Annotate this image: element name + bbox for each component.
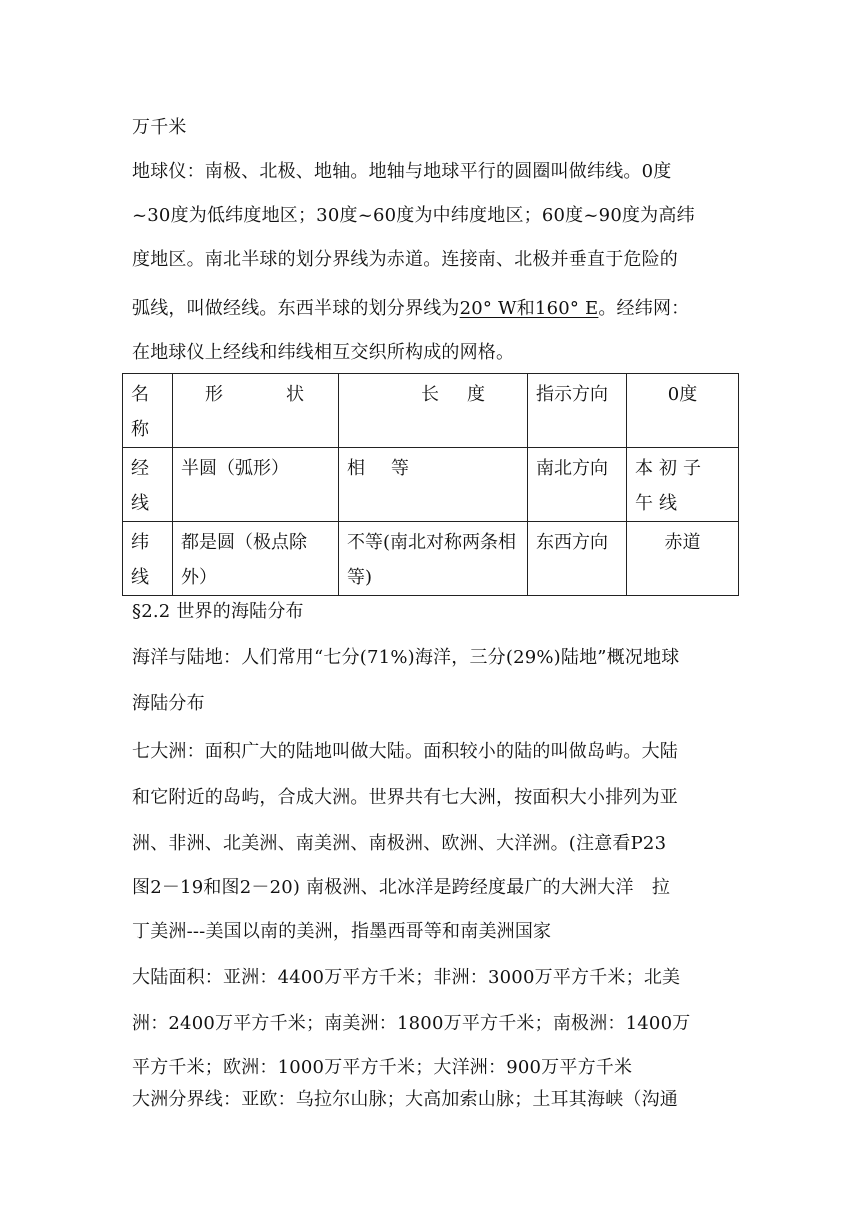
header-name: 名称 xyxy=(123,374,173,448)
text-line: 图2－19和图2－20) 南极洲、北冰洋是跨经度最广的大洲大洋 拉 xyxy=(132,877,671,898)
text-line: 大洲分界线：亚欧：乌拉尔山脉；大高加索山脉；土耳其海峡（沟通 xyxy=(132,1089,678,1110)
text-line: 丁美洲---美国以南的美洲，指墨西哥等和南美洲国家 xyxy=(132,921,552,942)
text-line: 洲：2400万平方千米；南美洲：1800万平方千米；南极洲：1400万 xyxy=(132,1013,691,1034)
row-name: 纬线 xyxy=(123,522,173,596)
row-length: 相等 xyxy=(339,448,528,522)
text-line: 地球仪：南极、北极、地轴。地轴与地球平行的圆圈叫做纬线。0度 xyxy=(132,161,672,182)
row-direction: 南北方向 xyxy=(528,448,627,522)
text-line: ~30度为低纬度地区；30度~60度为中纬度地区；60度~90度为高纬 xyxy=(132,205,695,226)
section-heading: §2.2 世界的海陆分布 xyxy=(132,601,304,622)
row-length: 不等(南北对称两条相等) xyxy=(339,522,528,596)
row-zero: 本初子午线 xyxy=(627,448,739,522)
text-line: 海洋与陆地：人们常用“七分(71%)海洋，三分(29%)陆地”概况地球 xyxy=(132,647,680,668)
text-line xyxy=(132,297,742,321)
text-line: 和它附近的岛屿，合成大洲。世界共有七大洲，按面积大小排列为亚 xyxy=(132,787,678,808)
hemisphere-boundary-underlined: 20° W和160° E xyxy=(459,298,599,319)
text-segment: 弧线，叫做经线。东西半球的划分界线为 xyxy=(132,298,460,319)
row-shape: 半圆（弧形） xyxy=(173,448,339,522)
row-shape: 都是圆（极点除外） xyxy=(173,522,339,596)
row-zero: 赤道 xyxy=(627,522,739,596)
text-line: 洲、非洲、北美洲、南美洲、南极洲、欧洲、大洋洲。(注意看P23 xyxy=(132,833,667,854)
meridian-parallel-table xyxy=(122,373,739,596)
header-length xyxy=(339,374,528,448)
text-line: 平方千米；欧洲：1000万平方千米；大洋洲：900万平方千米 xyxy=(132,1057,633,1078)
header-shape-char: 状 xyxy=(286,384,304,405)
header-shape-char: 形 xyxy=(205,384,223,405)
text-line: 七大洲：面积广大的陆地叫做大陆。面积较小的陆的叫做岛屿。大陆 xyxy=(132,741,678,762)
table-row xyxy=(123,522,739,596)
header-shape xyxy=(173,374,339,448)
text-line: 大陆面积：亚洲：4400万平方千米；非洲：3000万平方千米；北美 xyxy=(132,967,681,988)
table-row xyxy=(123,448,739,522)
text-line: 度地区。南北半球的划分界线为赤道。连接南、北极并垂直于危险的 xyxy=(132,249,678,270)
text-segment: 。经纬网： xyxy=(598,298,690,319)
text-line: 在地球仪上经线和纬线相互交织所构成的网格。 xyxy=(132,342,515,363)
header-zero: 0度 xyxy=(627,374,739,448)
header-direction: 指示方向 xyxy=(528,374,627,448)
text-line: 万千米 xyxy=(132,117,187,138)
row-direction: 东西方向 xyxy=(528,522,627,596)
table-header-row xyxy=(123,374,739,448)
header-length-char: 度 xyxy=(467,384,485,405)
header-length-char: 长 xyxy=(421,384,439,405)
row-name: 经线 xyxy=(123,448,173,522)
text-line: 海陆分布 xyxy=(132,693,205,714)
